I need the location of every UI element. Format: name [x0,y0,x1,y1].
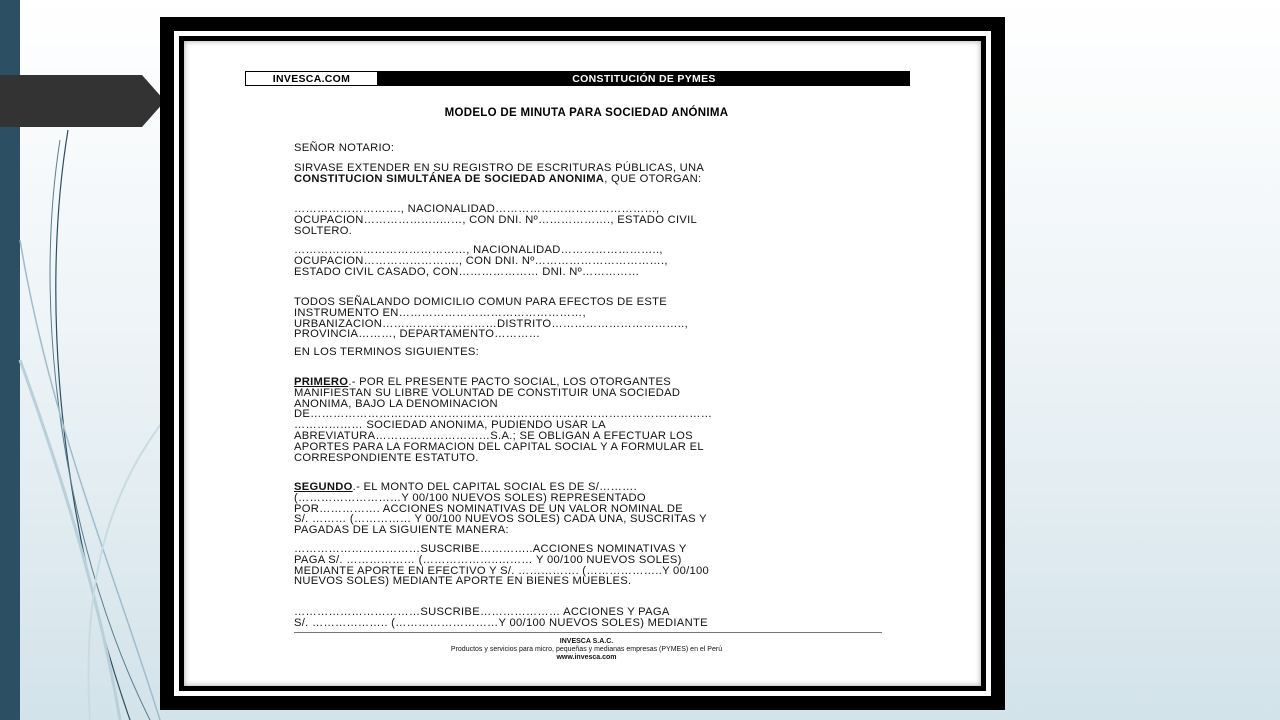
subscription-paragraph-2: ……………………………SUSCRIBE………………… ACCIONES Y PAGA S/. ……………….. (………………………Y 00/100 NUEVOS SOLES) MEDIANTE [294,606,708,629]
intro-text: SIRVASE EXTENDER EN SU REGISTRO DE ESCRITURAS PÚBLICAS, UNA [294,162,705,174]
document-header [245,71,910,86]
document-frame [160,17,1005,710]
clause-primero [294,377,882,463]
header-site-label: INVESCA.COM [245,71,378,86]
intro-text-end: , QUE OTORGAN: [604,172,702,185]
slide-tab-arrow [0,75,165,127]
intro-paragraph [294,163,882,185]
footer-divider [294,632,882,633]
clause-primero-label: PRIMERO [294,376,349,388]
footer-url: www.invesca.com [556,654,617,661]
document-title: MODELO DE MINUTA PARA SOCIEDAD ANÓNIMA [444,107,729,119]
salutation: SEÑOR NOTARIO: [294,142,395,154]
terms-line: EN LOS TERMINOS SIGUIENTES: [294,346,480,358]
party-one-paragraph: ………………………., NACIONALIDAD……………………………………, OCUPACION………………..……, CON DNI. Nº………………., ESTADO CIVIL SOLTERO. [294,203,698,237]
clause-segundo [294,482,882,536]
domicile-paragraph: TODOS SEÑALANDO DOMICILIO COMUN PARA EFECTOS DE ESTE INSTRUMENTO EN…………………………………………, URBANIZACION…………………………DISTRITO…………………………….., PROVINCIA………, DEPARTAMENTO………… [294,296,689,341]
footer [184,638,989,662]
clause-primero-text: .- POR EL PRESENTE PACTO SOCIAL, LOS OTORGANTES MANIFIESTAN SU LIBRE VOLUNTAD DE CONSTITUIR UNA SOCIEDAD ANONIMA, BAJO LA DENOMINACION DE…………………………………………………………………………………………… ……………… SOCIEDAD ANONIMA, PUDIENDO USAR LA ABREVIATURA…………………………S.A.; SE OBLIGAN A EFECTUAR LOS APORTES PARA LA FORMACION DEL CAPITAL SOCIAL Y A FORMULAR EL CORRESPONDIENTE ESTATUTO. [294,376,713,464]
document-page [184,41,981,686]
party-two-paragraph: ………………………………………, NACIONALIDAD…………………….., OCUPACION……………………., CON DNI. Nº……………………………., ESTADO CIVIL CASADO, CON………………… DNI. Nº…………… [294,244,668,278]
footer-company: INVESCA S.A.C. [559,638,614,645]
clause-segundo-label: SEGUNDO [294,481,353,493]
footer-tagline: Productos y servicios para micro, pequeñas y medianas empresas (PYMES) en el Perú [450,646,723,653]
header-section-label: CONSTITUCIÓN DE PYMES [378,71,910,86]
subscription-paragraph-1: ……………………………SUSCRIBE…………..ACCIONES NOMINATIVAS Y PAGA S/. ……………… (………………..……… Y 00/100 NUEVOS SOLES) MEDIANTE APORTE EN EFECTIVO Y S/. ……………. (………………..Y 00/100 NUEVOS SOLES) MEDIANTE APORTE EN BIENES MUEBLES. [294,543,710,588]
clause-segundo-text: .- EL MONTO DEL CAPITAL SOCIAL ES DE S/………. (………………………Y 00/100 NUEVOS SOLES) REPRESENTADO POR……………. ACCIONES NOMINATIVAS DE UN VALOR NOMINAL DE S/. ……… (…………… Y 00/100 NUEVOS SOLES) CADA UNA, SUSCRITAS Y PAGADAS DE LA SIGUIENTE MANERA: [294,481,707,537]
intro-bold-text: CONSTITUCION SIMULTÁNEA DE SOCIEDAD ANONIMA [294,172,605,185]
